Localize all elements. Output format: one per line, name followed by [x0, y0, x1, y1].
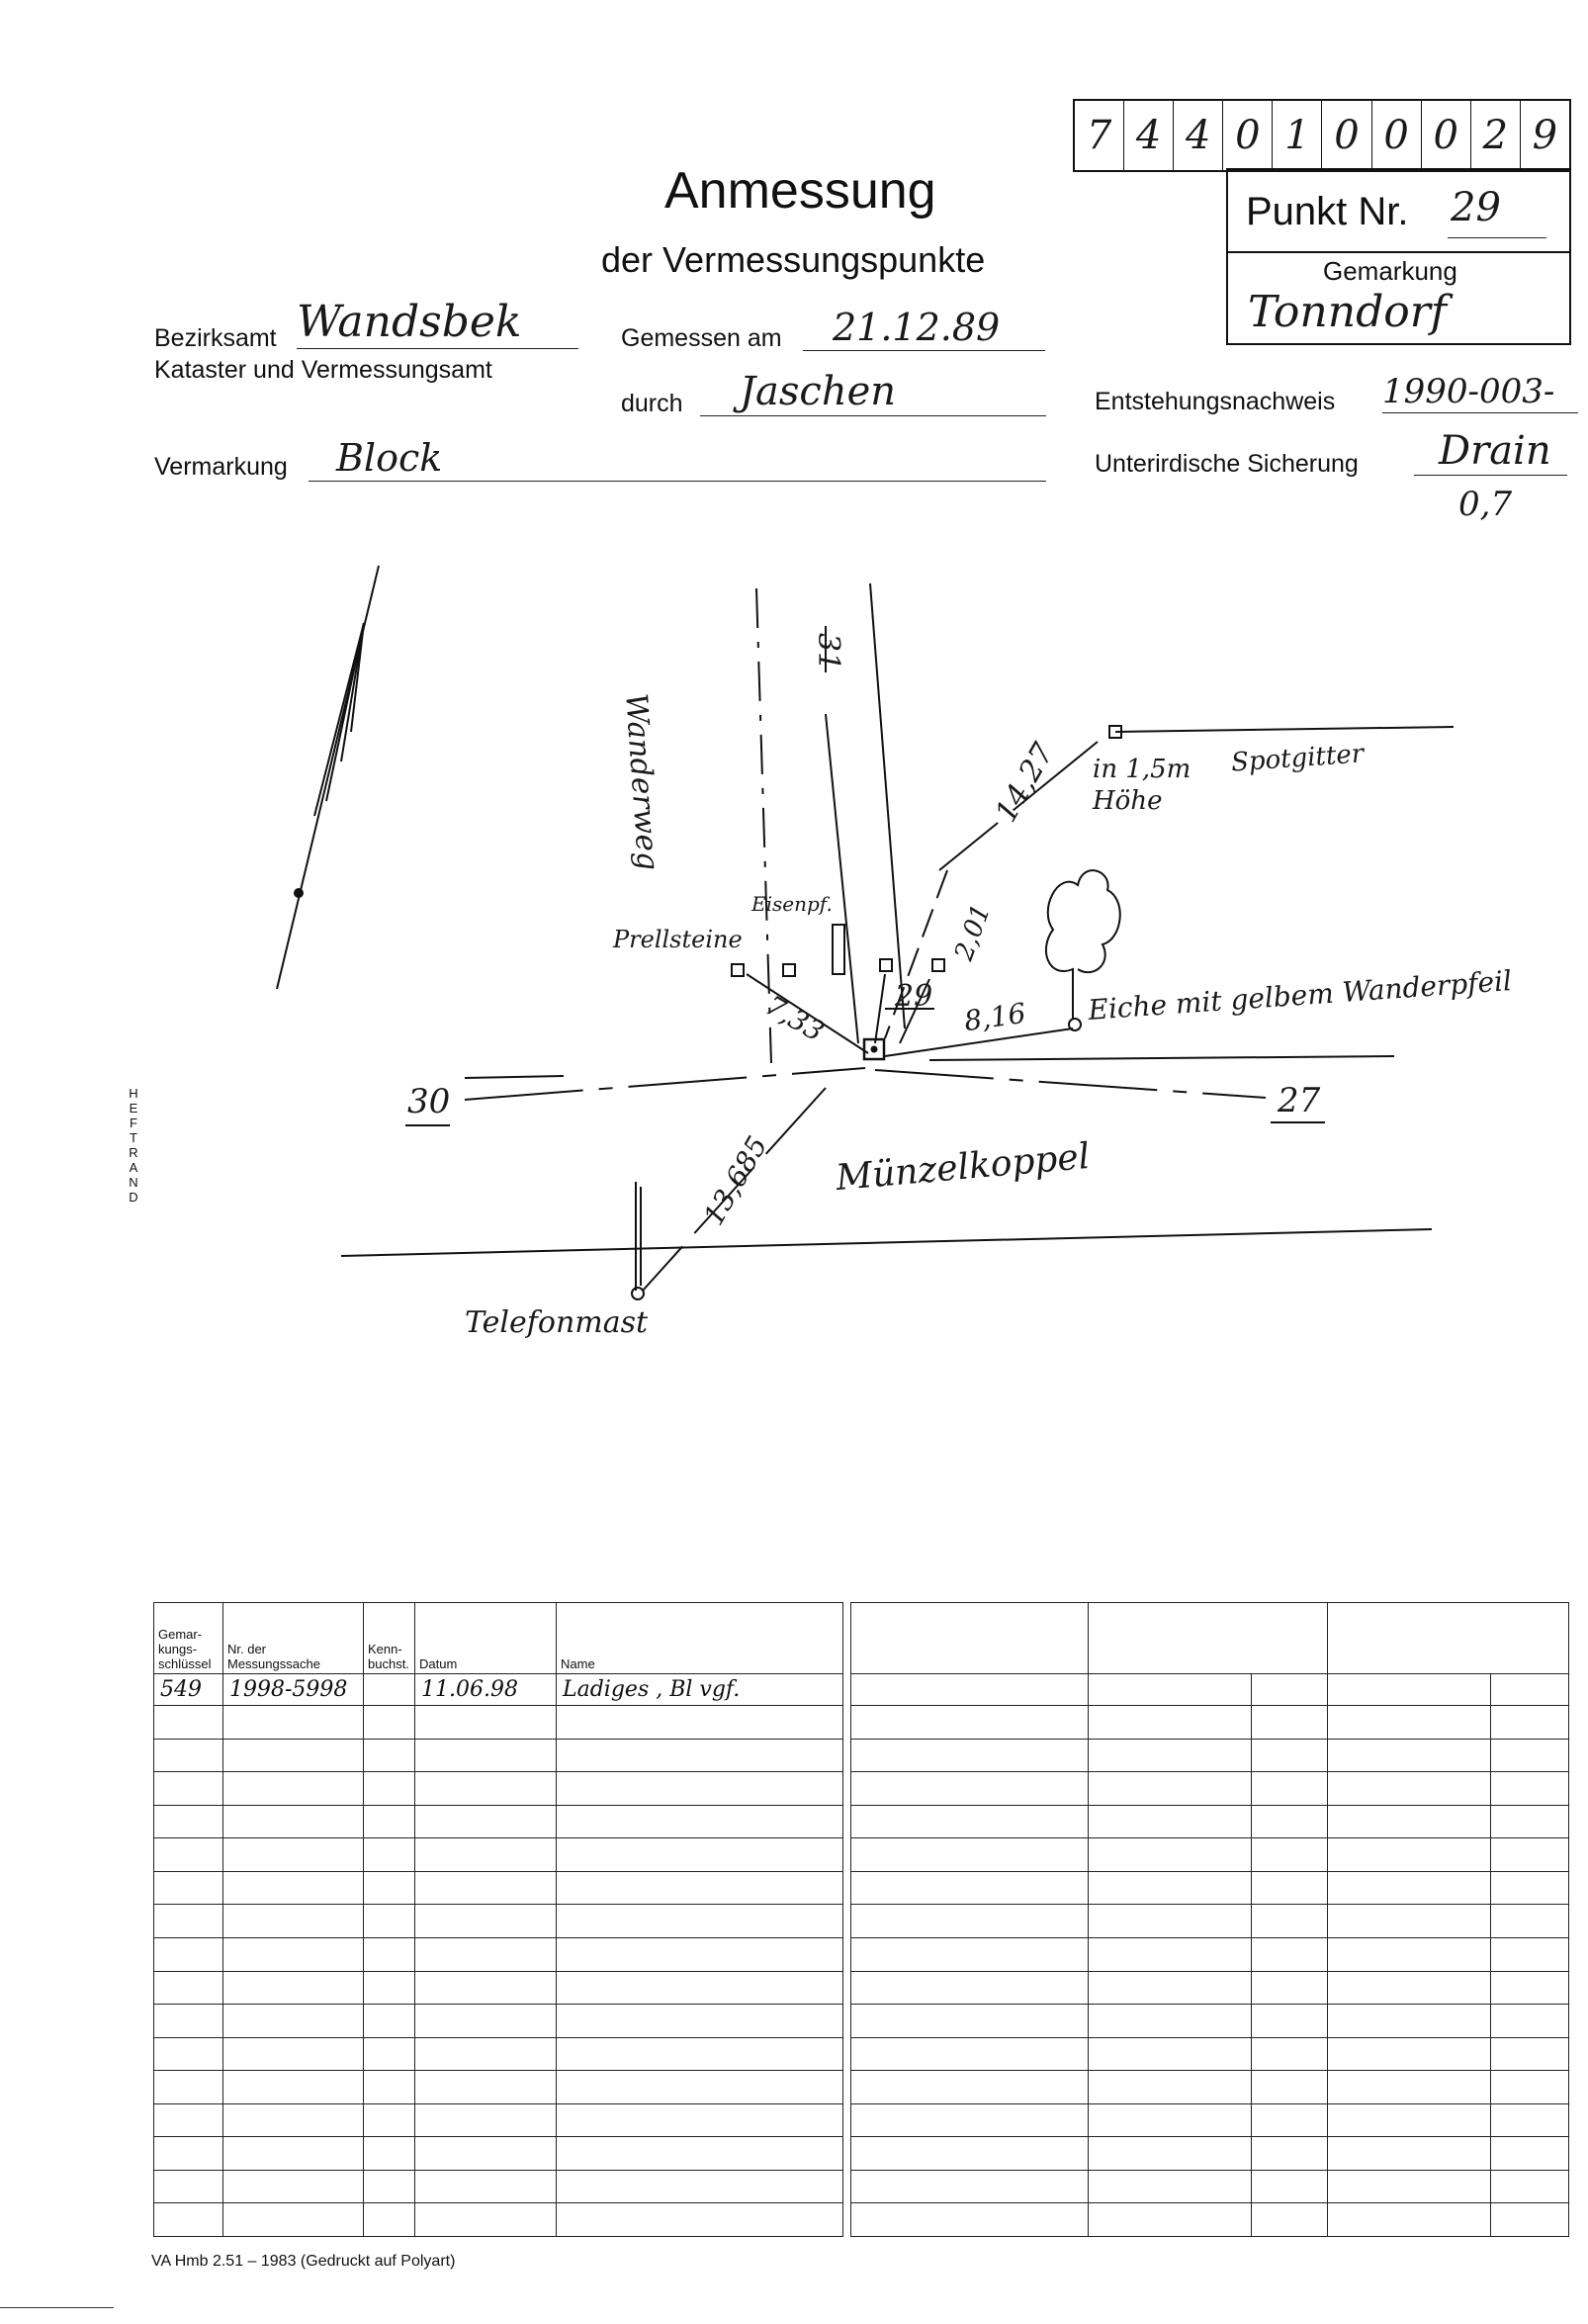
footer-form-id: VA Hmb 2.51 – 1983 (Gedruckt auf Polyart)	[151, 2253, 456, 2270]
digit: 9	[1532, 113, 1558, 158]
durch-value: Jaschen	[700, 368, 1046, 416]
label-dist-201: 2,01	[949, 900, 997, 965]
label-point-27: 27	[1278, 1081, 1321, 1120]
header-kennbuchstabe: Kenn-buchst.	[364, 1603, 415, 1674]
header-messungssache: Nr. der Messungssache	[223, 1603, 364, 1674]
entstehung-value: 1990-003-	[1382, 371, 1578, 413]
durch-label: durch	[621, 390, 683, 417]
gemessen-label: Gemessen am	[621, 324, 782, 352]
page-title: Anmessung	[664, 162, 936, 220]
header-gemarkungsschluessel: Gemar-kungs-schlüssel	[154, 1603, 223, 1674]
gemarkung-value: Tonndorf	[1248, 287, 1448, 337]
sicherung-value: Drain	[1414, 427, 1567, 476]
label-eisenpf: Eisenpf.	[751, 892, 833, 916]
header-datum: Datum	[415, 1603, 557, 1674]
label-telefonmast: Telefonmast	[465, 1305, 649, 1340]
table-row	[154, 1674, 843, 1706]
vermarkung-label: Vermarkung	[154, 453, 288, 481]
label-dist-733: 7,33	[759, 989, 830, 1048]
label-dist-1427: 14,27	[989, 737, 1062, 829]
cell-gemarkung: 549	[154, 1674, 223, 1706]
cell-name: Ladiges , Bl vgf.	[557, 1674, 843, 1706]
label-muenzelkoppel: Münzelkoppel	[834, 1135, 1092, 1200]
header-name: Name	[557, 1603, 843, 1674]
label-point-29: 29	[895, 979, 933, 1014]
measurement-table	[153, 1602, 843, 2237]
kataster-label: Kataster und Vermessungsamt	[154, 356, 492, 384]
margin-text: HEFTRAND	[129, 1086, 138, 1205]
punkt-value: 29	[1451, 185, 1501, 230]
digit: 4	[1124, 101, 1174, 170]
digit: 2	[1471, 101, 1521, 170]
digit: 7	[1075, 101, 1124, 170]
digit: 0	[1422, 101, 1471, 170]
label-point-30: 30	[407, 1082, 451, 1121]
page-subtitle: der Vermessungspunkte	[601, 239, 986, 280]
label-wanderweg: Wanderweg	[618, 692, 665, 872]
label-street-31: 31	[811, 633, 845, 671]
label-eiche: Eiche mit gelbem Wanderpfeil	[1087, 964, 1513, 1027]
digit: 4	[1174, 101, 1223, 170]
punkt-label: Punkt Nr.	[1246, 190, 1409, 233]
digit: 0	[1372, 101, 1422, 170]
cell-datum: 11.06.98	[415, 1674, 557, 1706]
gemarkung-label: Gemarkung	[1323, 256, 1457, 286]
cell-messungssache: 1998-5998	[223, 1674, 364, 1706]
label-dist-816: 8,16	[962, 996, 1028, 1038]
sicherung-label: Unterirdische Sicherung	[1095, 450, 1359, 478]
digit: 1	[1273, 101, 1322, 170]
cell-kennbuchstabe	[364, 1674, 415, 1706]
digit: 0	[1223, 101, 1273, 170]
vermarkung-value: Block	[309, 435, 1046, 482]
bezirksamt-value: Wandsbek	[297, 297, 578, 349]
label-spotgitter: Spotgitter	[1230, 739, 1366, 778]
label-dist-13685: 13,685	[697, 1130, 774, 1231]
gemessen-value: 21.12.89	[803, 305, 1045, 351]
label-hoehe: in 1,5m Höhe	[1093, 755, 1191, 816]
sicherung-depth: 0,7	[1458, 485, 1513, 524]
digit: 0	[1322, 101, 1371, 170]
label-prellsteine: Prellsteine	[613, 926, 743, 953]
entstehung-label: Entstehungsnachweis	[1095, 388, 1336, 415]
measurement-table-right	[850, 1602, 1569, 2237]
bezirksamt-label: Bezirksamt	[154, 324, 277, 352]
